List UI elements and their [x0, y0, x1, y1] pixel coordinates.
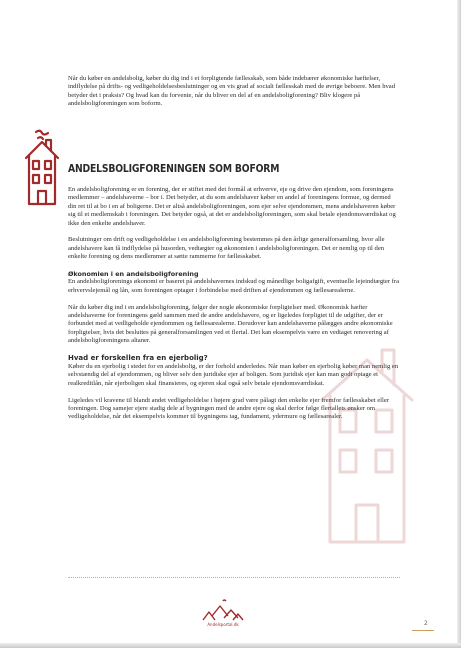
page-number: 2: [424, 620, 428, 627]
paragraph: En andelsboligforenings økonomi er baseret på andelshavernes indskud og månedlige boligafgift, eventuelle lejeindtægter fra erhvervslejemål og lån, som foreningen optager i forbindelse med driften af ejendommen og fællesarealerne.: [68, 278, 400, 294]
paragraph: Køber du en ejerbolig i stedet for en andelsbolig, er der forhold anderledes. Når man køber en ejerbolig køber man nemlig en selvstændig del af ejendommen, og bliver selv den juridiske ejer af boligen. Som juridisk ejer kan man godt optage et realkreditlån, når ejerboligen skal finansieres, og ejeren skal også selv betale ejendomsværdiskat.: [68, 363, 399, 387]
subsection-heading: Hvad er forskellen fra en ejerbolig?: [68, 354, 208, 363]
footer-logo-text: Andelsportal.dk: [207, 622, 239, 627]
page-edge-bottom: [0, 643, 461, 648]
paragraph: Beslutninger om drift og vedligeholdelse i en andelsboligforening bestemmes på den årlige generalforsamling, hvor alle andelshavere kan få indflydelse på husorden, vedtægter og økonomien i andelsboligforeningen. Det er nemlig op til den enkelte forening og dens medlemmer at sætte rammerne for fællesskabet.: [68, 236, 385, 261]
paragraph: En andelsboligforening er en forening, der er stiftet med det formål at erhverve, eje og drive den ejendom, som foreningens medlemmer – andelshaverne – bor i. Det betyder, at du som andelshaver køber en andel af foreningens formue, og dermed din ret til at bo i en af boligerne. Det er altså andelsboligforeningen, som ejer selve ejendommen, mens andelshaveren køber sig til et medlemskab i foreningen. Det betyder også, at det er andelsboligforeningen, som skal betale ejendomsværdiskat og ikke den enkelte andelshaver.: [68, 186, 396, 227]
section-title: ANDELSBOLIGFORENINGEN SOM BOFORM: [68, 163, 280, 175]
page-edge-right: [457, 0, 461, 648]
paragraph: Når du køber dig ind i en andelsboligforening, følger der nogle økonomiske forpligtelser med. Økonomisk hæfter andelshaverne for foreningens gæld sammen med de andre andelshavere, og er ligeledes forpligtet til de udgifter, der er forbundet med at vedligeholde ejendommen og fællesarealerne. Derudover kan andelshaverne pålægges andre økonomiske forpligtelser, hvis det besluttes på generalforsamlingen ved et flertal. Det kan eksempelvis være en vedtaget renovering af andelsboligforeningens altaner.: [68, 303, 393, 345]
page-number-underline: [412, 630, 434, 631]
house-chimney-icon: [22, 128, 62, 208]
intro-paragraph: Når du køber en andelsbolig, køber du dig ind i et forpligtende fællesskab, som både indebærer økonomiske hæftelser, indflydelse på drifts- og vedligeholdelsesbeslutninger og en vis grad af socialt fællesskab med de øvrige beboere. Men hvad betyder det i praksis? Og hvad kan du forvente, når du bliver en del af en andelsboligforening? Bliv klogere på andelsboligforeningen som boform.: [68, 75, 396, 108]
house-watermark-icon: [312, 330, 422, 550]
footer-divider: [68, 577, 400, 578]
paragraph: Ligeledes vil kravene til blandt andet vedligeholdelse i højere grad være pålagt den enkelte ejer fremfor fællesskabet eller foreningen. Dog samejer ejere stadig dele af bygningen med de andre ejere og skal derfor følge flertallets ønsker om vedligeholdelse, når det eksempelvis kommer til bygningens tag, fundament, ydermure og fællesarealer.: [68, 396, 389, 421]
subsection-heading: Økonomien i en andelsboligforening: [68, 270, 199, 279]
